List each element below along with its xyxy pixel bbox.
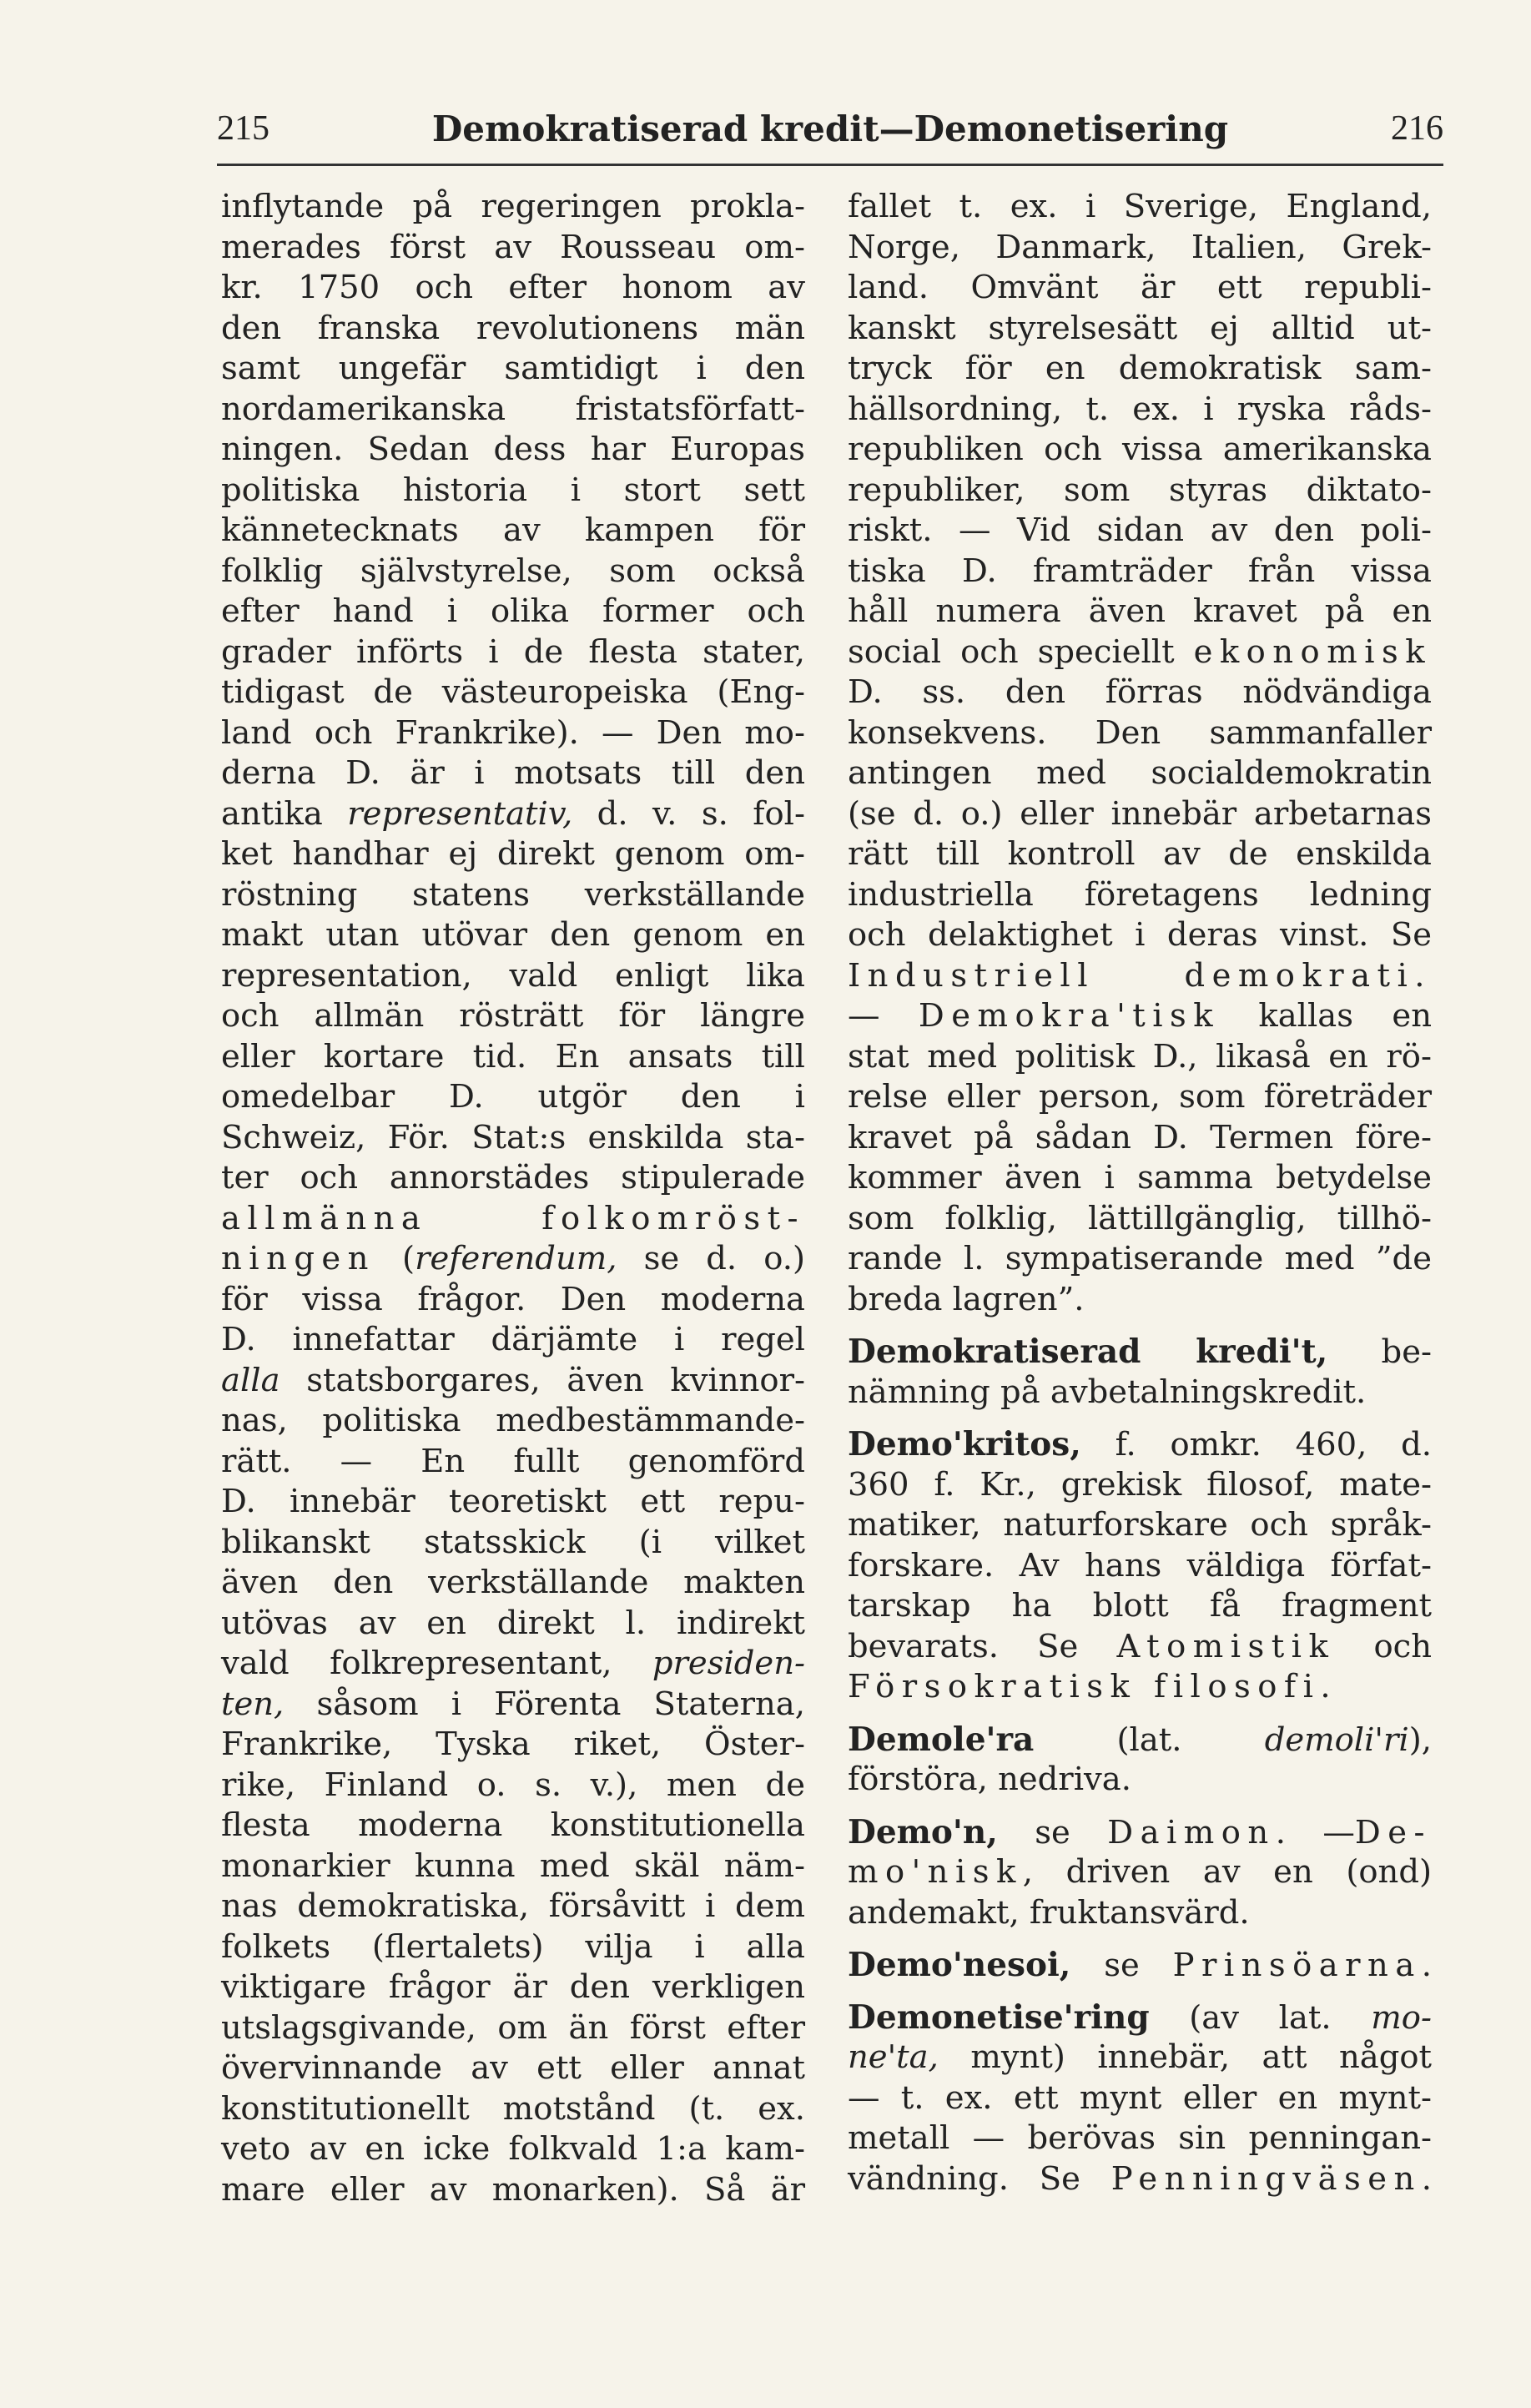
text-line: tarskap ha blott få fragment — [848, 1587, 1432, 1625]
spaced-term: Prinsöarna — [1172, 1947, 1422, 1984]
text-line: land. Omvänt är ett republi- — [848, 269, 1432, 306]
italic-term: mo- — [1371, 1998, 1432, 2037]
text-line: rike, Finland o. s. v.), men de — [221, 1766, 805, 1804]
text-line: social och speciellt ekonomisk — [848, 632, 1432, 671]
text-line: metall — berövas sin penningan- — [848, 2119, 1432, 2157]
entry-line: Demo'n, se Daimon. —De- — [848, 1812, 1432, 1851]
spaced-term: Demokra'tisk — [918, 997, 1221, 1035]
entry-line: Demole'ra (lat. demoli'ri), — [848, 1720, 1432, 1759]
left-column — [221, 187, 805, 2210]
text-line: republiker, som styras diktato- — [848, 471, 1432, 509]
entry-headword: Demonetise'ring — [848, 1997, 1150, 2037]
text-line: antingen med socialdemokratin — [848, 754, 1432, 792]
text-line: — t. ex. ett mynt eller en mynt- — [848, 2078, 1432, 2117]
spaced-term: ningen — [221, 1240, 375, 1277]
text-line: derna D. är i motsats till den — [221, 754, 805, 792]
text-line: ne'ta, mynt) innebär, att något — [848, 2038, 1432, 2076]
entry-line: Demokratiserad kredi't, be- — [848, 1332, 1432, 1371]
text-line: kr. 1750 och efter honom av — [221, 269, 805, 306]
text-line: nas demokratiska, försåvitt i dem — [221, 1887, 805, 1925]
italic-term: ten, — [221, 1685, 285, 1723]
page-number-right: 216 — [1391, 109, 1443, 148]
italic-term: representativ, — [347, 794, 573, 833]
text-line: kännetecknats av kampen för — [221, 511, 805, 549]
entry-line: Demo'nesoi, se Prinsöarna. — [848, 1946, 1432, 1984]
text-line: D. ss. den förras nödvändiga — [848, 673, 1432, 711]
text-line: politiska historia i stort sett — [221, 471, 805, 509]
text-line: vald folkrepresentant, presiden- — [221, 1645, 805, 1682]
spaced-term: Penningväsen — [1110, 2159, 1422, 2198]
text-line: inflytande på regeringen prokla- — [221, 188, 805, 225]
italic-term: referendum, — [415, 1240, 617, 1277]
text-line: tryck för en demokratisk sam- — [848, 350, 1432, 387]
spaced-term: Atomistik — [1116, 1627, 1336, 1665]
entry-headword: Demole'ra — [848, 1720, 1035, 1759]
text-line: konsekvens. Den sammanfaller — [848, 713, 1432, 752]
entry-headword: Demo'n, — [848, 1812, 998, 1851]
text-line: andemakt, fruktansvärd. — [848, 1893, 1250, 1932]
italic-term: alla — [221, 1361, 280, 1399]
text-line: nordamerikanska fristatsförfatt- — [221, 390, 805, 428]
text-line: förstöra, nedriva. — [848, 1761, 1131, 1798]
text-line: breda lagren”. — [848, 1280, 1085, 1318]
entry-line: Demonetise'ring (av lat. mo- — [848, 1997, 1432, 2037]
text-line: den franska revolutionens män — [221, 309, 805, 347]
page-number-left: 215 — [217, 109, 269, 148]
page-header — [217, 108, 1443, 159]
text-line: håll numera även kravet på en — [848, 592, 1432, 630]
text-line: ningen (referendum, se d. o.) — [221, 1240, 806, 1277]
header-rule — [217, 164, 1443, 166]
text-line: vändning. Se Penningväsen. — [848, 2159, 1432, 2198]
text-line: grader införts i de flesta stater, — [221, 632, 805, 671]
text-line: konstitutionellt motstånd (t. ex. — [221, 2089, 805, 2128]
text-line: antika representativ, d. v. s. fol- — [221, 794, 805, 833]
text-line: ningen. Sedan dess har Europas — [221, 431, 805, 468]
text-line: utövas av en direkt l. indirekt — [221, 1604, 805, 1642]
text-line: bevarats. Se Atomistik och — [848, 1627, 1432, 1665]
text-line: Schweiz, För. Stat:s enskilda sta- — [221, 1118, 805, 1156]
text-line: nämning på avbetalningskredit. — [848, 1373, 1367, 1411]
text-line: ket handhar ej direkt genom om- — [221, 835, 805, 873]
text-line: representation, vald enligt lika — [221, 956, 805, 995]
text-line: D. innefattar därjämte i regel — [221, 1321, 805, 1358]
text-line: makt utan utövar den genom en — [221, 916, 805, 954]
italic-term: ne'ta, — [848, 2038, 939, 2076]
text-line: folklig självstyrelse, som också — [221, 552, 805, 590]
text-line: relse eller person, som företräder — [848, 1078, 1432, 1116]
text-line: eller kortare tid. En ansats till — [221, 1037, 805, 1076]
text-line: samt ungefär samtidigt i den — [221, 350, 805, 387]
running-title: Demokratiserad kredit—Demonetisering — [431, 108, 1229, 149]
text-line: röstning statens verkställande — [221, 875, 805, 914]
text-line: mo'nisk, driven av en (ond) — [848, 1853, 1432, 1891]
right-column — [848, 187, 1432, 2199]
text-line: 360 f. Kr., grekisk filosof, mate- — [848, 1465, 1432, 1504]
italic-term: demoli'ri — [1264, 1720, 1409, 1759]
text-line: land och Frankrike). — Den mo- — [221, 713, 805, 752]
text-line: Försokratisk filosofi. — [848, 1668, 1338, 1705]
text-line: merades först av Rousseau om- — [221, 228, 805, 266]
text-line: alla statsborgares, även kvinnor- — [221, 1361, 805, 1399]
text-line: kanskt styrelsesätt ej alltid ut- — [848, 309, 1432, 347]
text-line: nas, politiska medbestämmande- — [221, 1402, 805, 1439]
text-line: — Demokra'tisk kallas en — [848, 997, 1432, 1035]
entry-headword: Demo'nesoi, — [848, 1946, 1071, 1984]
text-line: rätt till kontroll av de enskilda — [848, 835, 1432, 873]
spaced-term: Daimon — [1107, 1813, 1276, 1851]
text-line: ten, såsom i Förenta Staterna, — [221, 1685, 805, 1723]
text-line: kommer även i samma betydelse — [848, 1159, 1432, 1196]
spaced-term: mo'nisk — [848, 1853, 1023, 1891]
entry-line: Demo'kritos, f. omkr. 460, d. — [848, 1425, 1432, 1463]
text-line: (se d. o.) eller innebär arbetarnas — [848, 794, 1432, 833]
text-line: folkets (flertalets) vilja i alla — [221, 1927, 805, 1966]
text-line: Industriell demokrati. — [848, 956, 1432, 995]
text-line: omedelbar D. utgör den i — [221, 1078, 805, 1116]
text-line: matiker, naturforskare och språk- — [848, 1506, 1432, 1544]
text-line: forskare. Av hans väldiga förfat- — [848, 1546, 1432, 1584]
text-line: flesta moderna konstitutionella — [221, 1806, 805, 1844]
text-line: monarkier kunna med skäl näm- — [221, 1846, 805, 1885]
text-line: veto av en icke folkvald 1:a kam- — [221, 2130, 805, 2168]
text-line: utslagsgivande, om än först efter — [221, 2008, 805, 2047]
text-line: kravet på sådan D. Termen före- — [848, 1118, 1432, 1156]
text-line: Frankrike, Tyska riket, Öster- — [221, 1725, 805, 1763]
text-line: ter och annorstädes stipulerade — [221, 1159, 805, 1196]
text-line: D. innebär teoretiskt ett repu- — [221, 1483, 805, 1520]
entry-headword: Demokratiserad kredi't, — [848, 1332, 1328, 1371]
text-line: efter hand i olika former och — [221, 592, 805, 630]
text-line: och allmän rösträtt för längre — [221, 997, 805, 1035]
text-line: industriella företagens ledning — [848, 875, 1432, 914]
text-line: och delaktighet i deras vinst. Se — [848, 916, 1432, 954]
text-line: övervinnande av ett eller annat — [221, 2049, 805, 2087]
text-line: riskt. — Vid sidan av den poli- — [848, 511, 1432, 549]
text-line: hällsordning, t. ex. i ryska råds- — [848, 390, 1432, 428]
text-line: stat med politisk D., likaså en rö- — [848, 1037, 1432, 1076]
spaced-term: De- — [1354, 1813, 1432, 1851]
text-line: för vissa frågor. Den moderna — [221, 1280, 805, 1318]
text-line: viktigare frågor är den verkligen — [221, 1968, 805, 2006]
text-line: tiska D. framträder från vissa — [848, 552, 1432, 590]
text-line: även den verkställande makten — [221, 1564, 805, 1601]
text-line: som folklig, lättillgänglig, tillhö- — [848, 1199, 1432, 1237]
text-line: fallet t. ex. i Sverige, England, — [848, 188, 1432, 225]
text-line: rande l. sympatiserande med ”de — [848, 1240, 1432, 1277]
text-line: blikanskt statsskick (i vilket — [221, 1523, 805, 1561]
entry-headword: Demo'kritos, — [848, 1425, 1081, 1463]
italic-term: presiden- — [652, 1645, 805, 1682]
text-line: tidigast de västeuropeiska (Eng- — [221, 673, 805, 711]
spaced-term: ekonomisk — [1193, 632, 1432, 671]
text-line: republiken och vissa amerikanska — [848, 431, 1432, 468]
text-line: allmänna folkomröst- — [221, 1199, 805, 1237]
text-line: rätt. — En fullt genomförd — [221, 1442, 805, 1480]
text-line: Norge, Danmark, Italien, Grek- — [848, 228, 1432, 266]
text-line: mare eller av monarken). Så är — [221, 2170, 805, 2209]
